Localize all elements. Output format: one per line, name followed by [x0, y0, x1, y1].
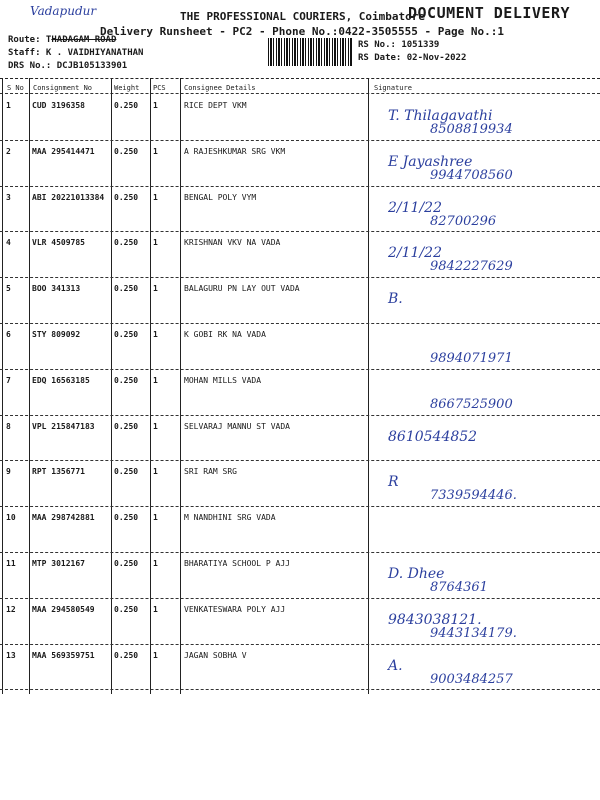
signature-text: E Jayashree: [388, 153, 473, 170]
signature-phone: 8508819934: [430, 122, 513, 137]
cell-det: SELVARAJ MANNU ST VADA: [184, 421, 290, 431]
cell-wt: 0.250: [114, 467, 139, 477]
col-header-signature: Signature: [374, 84, 412, 92]
cell-cons: MAA 569359751: [32, 650, 95, 660]
signature-phone: 7339594446.: [430, 488, 517, 504]
signature-phone: 82700296: [430, 213, 497, 229]
cell-cons: MAA 294580549: [32, 604, 95, 614]
cell-sno: 4: [6, 238, 11, 248]
signature-phone: 9842227629: [430, 259, 513, 275]
cell-pcs: 1: [153, 284, 158, 294]
cell-wt: 0.250: [114, 192, 139, 202]
row-separator: [0, 369, 600, 370]
cell-sno: 5: [6, 284, 11, 294]
signature-text: T. Thilagavathi: [388, 108, 493, 124]
cell-sno: 7: [6, 375, 11, 385]
signature-text: R: [388, 474, 399, 491]
cell-det: K GOBI RK NA VADA: [184, 330, 266, 339]
cell-cons: MAA 295414471: [32, 146, 95, 156]
cell-det: VENKATESWARA POLY AJJ: [184, 604, 286, 614]
cell-cons: VLR 4509785: [32, 238, 85, 248]
signature-text: 2/11/22: [388, 199, 442, 216]
cell-cons: CUD 3196358: [32, 101, 85, 110]
cell-det: JAGAN SOBHA V: [184, 650, 247, 660]
cell-det: BALAGURU PN LAY OUT VADA: [184, 284, 300, 294]
cell-pcs: 1: [153, 101, 158, 110]
runsheet-title: Delivery Runsheet - PC2 - Phone No.:0422-3505555 - Page No.:1: [100, 25, 504, 38]
row-separator: [0, 140, 600, 141]
cell-pcs: 1: [153, 513, 158, 523]
signature-phone: 8667525900: [430, 396, 513, 412]
route-handwritten-note: Vadapudur: [30, 4, 97, 18]
staff-line: Staff: K . VAIDHIYANATHAN: [8, 48, 144, 58]
col-rule: [29, 78, 30, 694]
cell-wt: 0.250: [114, 650, 139, 660]
cell-wt: 0.250: [114, 146, 139, 156]
signature-text: A.: [388, 657, 403, 674]
cell-sno: 9: [6, 467, 11, 477]
signature-phone: 9003484257: [430, 671, 513, 687]
col-header-weight: Weight: [114, 84, 140, 92]
cell-det: BHARATIYA SCHOOL P AJJ: [184, 559, 290, 568]
col-header-consignment: Consignment No: [33, 84, 93, 92]
cell-cons: MAA 298742881: [32, 513, 95, 523]
signature-text: 8610544852: [388, 428, 478, 445]
cell-wt: 0.250: [114, 284, 139, 294]
cell-pcs: 1: [153, 559, 158, 568]
barcode: [268, 38, 352, 66]
signature-phone: 9944708560: [430, 167, 513, 183]
col-rule: [368, 78, 369, 694]
row-separator: [0, 598, 600, 599]
row-separator: [0, 277, 600, 278]
cell-cons: BOO 341313: [32, 284, 81, 294]
row-separator: [0, 415, 600, 416]
cell-sno: 6: [6, 330, 11, 339]
signature-text: 2/11/22: [388, 245, 442, 262]
cell-wt: 0.250: [114, 238, 139, 248]
rs-date: RS Date: 02-Nov-2022: [358, 53, 467, 63]
cell-sno: 10: [6, 513, 16, 523]
col-rule: [2, 78, 3, 694]
cell-det: BENGAL POLY VYM: [184, 192, 257, 202]
header-rule: [0, 93, 600, 94]
cell-pcs: 1: [153, 467, 158, 477]
col-rule: [111, 78, 112, 694]
row-separator: [0, 460, 600, 461]
cell-sno: 3: [6, 192, 11, 202]
row-separator: [0, 644, 600, 645]
row-separator: [0, 506, 600, 507]
cell-pcs: 1: [153, 192, 158, 202]
row-separator: [0, 231, 600, 232]
cell-sno: 1: [6, 101, 11, 110]
table-top-rule: [0, 78, 600, 79]
cell-sno: 11: [6, 559, 16, 568]
cell-wt: 0.250: [114, 330, 139, 339]
cell-det: MOHAN MILLS VADA: [184, 375, 262, 385]
signature-text: B.: [388, 291, 403, 308]
cell-det: A RAJESHKUMAR SRG VKM: [184, 146, 286, 156]
route-line: [8, 35, 116, 45]
cell-cons: STY 809092: [32, 330, 81, 339]
row-separator: [0, 323, 600, 324]
document-type-title: DOCUMENT DELIVERY: [408, 4, 571, 22]
cell-wt: 0.250: [114, 559, 139, 568]
signature-phone: 8764361: [430, 580, 488, 595]
cell-cons: VPL 215847183: [32, 421, 95, 431]
row-separator: [0, 186, 600, 187]
cell-det: M NANDHINI SRG VADA: [184, 513, 276, 523]
row-separator: [0, 552, 600, 553]
col-header-pcs: PCS: [153, 84, 166, 92]
col-rule: [150, 78, 151, 694]
cell-det: KRISHNAN VKV NA VADA: [184, 238, 281, 248]
cell-cons: RPT 1356771: [32, 467, 85, 477]
cell-sno: 13: [6, 650, 16, 660]
cell-pcs: 1: [153, 330, 158, 339]
cell-wt: 0.250: [114, 375, 139, 385]
signature-text: D. Dhee: [388, 566, 445, 582]
cell-wt: 0.250: [114, 101, 139, 110]
cell-cons: EDQ 16563185: [32, 375, 90, 385]
cell-wt: 0.250: [114, 513, 139, 523]
rs-number: RS No.: 1051339: [358, 40, 440, 50]
col-header-sno: S No: [7, 84, 24, 92]
cell-pcs: 1: [153, 604, 158, 614]
cell-wt: 0.250: [114, 421, 139, 431]
cell-sno: 8: [6, 421, 11, 431]
cell-pcs: 1: [153, 421, 158, 431]
cell-cons: ABI 20221013384: [32, 192, 105, 202]
cell-cons: MTP 3012167: [32, 559, 85, 568]
drs-number: DRS No.: DCJB105133901: [8, 61, 128, 71]
cell-det: SRI RAM SRG: [184, 467, 237, 477]
cell-det: RICE DEPT VKM: [184, 101, 247, 110]
signature-phone: 9894071971: [430, 351, 513, 366]
cell-pcs: 1: [153, 238, 158, 248]
col-rule: [180, 78, 181, 694]
signature-phone: 9443134179.: [430, 625, 517, 641]
route-struck-text: HADAGAM ROAD: [51, 35, 117, 45]
row-separator: [0, 689, 600, 690]
cell-wt: 0.250: [114, 604, 139, 614]
cell-sno: 2: [6, 146, 11, 156]
cell-pcs: 1: [153, 650, 158, 660]
cell-pcs: 1: [153, 375, 158, 385]
company-name: THE PROFESSIONAL COURIERS, Coimbatore: [180, 10, 426, 23]
signature-text: 9843038121.: [388, 611, 482, 628]
cell-sno: 12: [6, 604, 16, 614]
col-header-consignee: Consignee Details: [184, 84, 256, 92]
cell-pcs: 1: [153, 146, 158, 156]
route-label: Route: T: [8, 35, 52, 45]
